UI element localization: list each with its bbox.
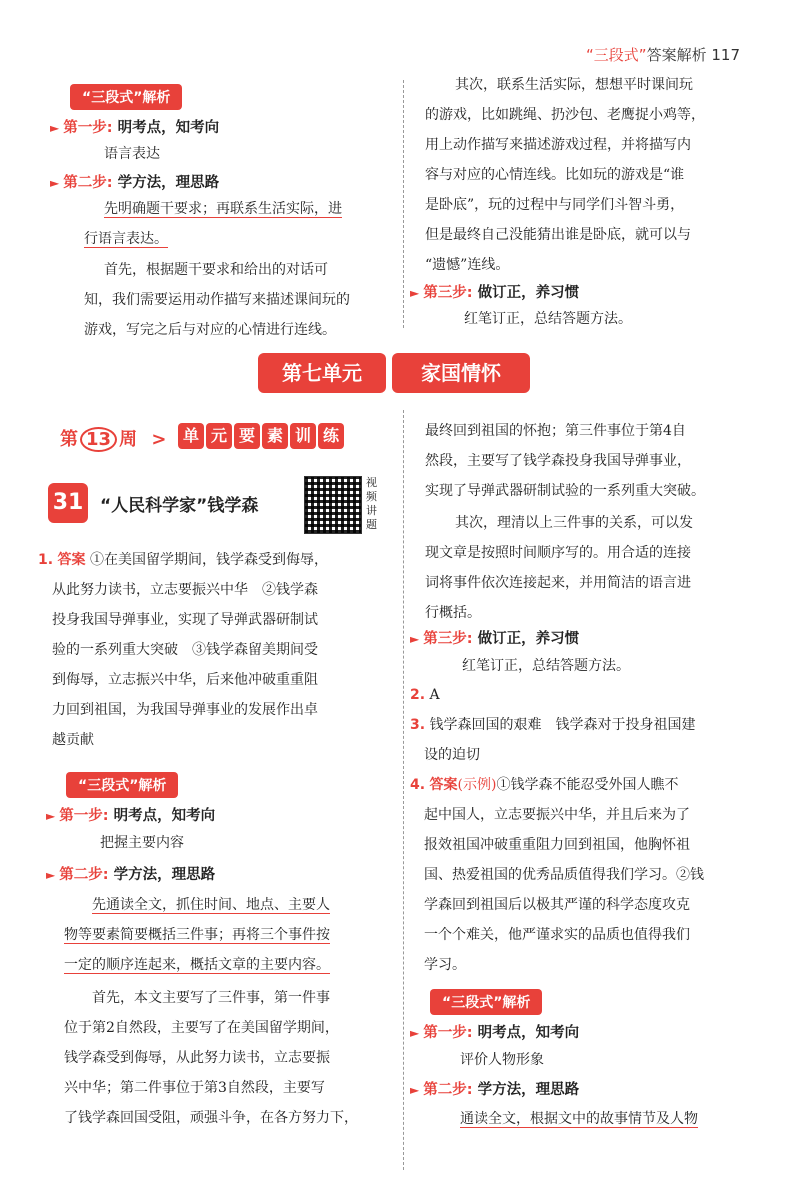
analysis-tag: “三段式”解析	[66, 772, 178, 798]
lesson-title: “人民科学家”钱学森	[100, 496, 259, 516]
step-1: ► 第一步: 明考点，知考向	[410, 1025, 580, 1041]
pointer-icon: ►	[50, 176, 60, 190]
pointer-icon: ►	[46, 809, 56, 823]
lesson-number: 31	[48, 483, 88, 523]
column-divider-bottom	[403, 410, 404, 1170]
step-2: ► 第二步: 学方法，理思路	[410, 1082, 580, 1098]
analysis-tag: “三段式”解析	[70, 84, 182, 110]
analysis-tag: “三段式”解析	[430, 989, 542, 1015]
question-1-answer: 1. 答案 ①在美国留学期间，钱学森受到侮辱， 从此努力读书，立志要振兴中华 ②钱学森 投身我国导弹事业，实现了导弹武器研制试 验的一系列重大突破 ③钱学森留美期间受 到侮辱，立志振兴中华，后来他冲破重重阻 力回到祖国，为我国导弹事业的发展作出卓 越贡献	[38, 552, 328, 748]
step-1: ► 第一步: 明考点，知考向	[50, 120, 220, 136]
step-1: ► 第一步: 明考点，知考向	[46, 808, 216, 824]
step-1-content: 把握主要内容	[100, 835, 184, 851]
top-left-paragraph: 首先，根据题干要求和给出的对话可 知，我们需要运用动作描写来描述课间玩的 游戏，写完之后与对应的心情进行连线。	[84, 262, 350, 338]
question-4-answer: 4. 答案(示例)①钱学森不能忍受外国人瞧不 起中国人，立志要振兴中华，并且后来为了 报效祖国冲破重重阻力回到祖国，他胸怀祖 国、热爱祖国的优秀品质值得我们学习。②钱 学森回到祖国后以极其严谨的科学态度攻克 一个个难关，他严谨求实的品质也值得我们 学习。	[410, 777, 704, 973]
step-3: ► 第三步: 做订正，养习惯	[410, 285, 580, 301]
step-2-content: 通读全文，根据文中的故事情节及人物	[460, 1111, 698, 1127]
left-paragraph: 首先，本文主要写了三件事，第一件事 位于第2自然段，主要写了在美国留学期间， 钱学森受到侮辱，从此努力读书，立志要振 兴中华；第二件事位于第3自然段，主要写 了钱学森回国受阻，顽强斗争，在各方努力下，	[64, 990, 358, 1126]
example-tag: (示例)	[457, 777, 497, 793]
step-2-content: 先明确题干要求；再联系生活实际，进 行语言表达。	[84, 201, 342, 247]
chevron-right-icon: >	[151, 429, 167, 450]
step-1-content: 评价人物形象	[460, 1052, 544, 1068]
step-3-content: 红笔订正，总结答题方法。	[464, 311, 632, 327]
column-divider-top	[403, 80, 404, 328]
question-number: 2.	[410, 687, 426, 703]
step-2-content: 先通读全文，抓住时间、地点、主要人 物等要素简要概括三件事；再将三个事件按 一定的顺序连起来，概括文章的主要内容。	[64, 897, 330, 973]
pointer-icon: ►	[410, 632, 420, 646]
unit-theme: 家国情怀	[392, 353, 530, 393]
unit-number: 第七单元	[258, 353, 386, 393]
top-right-paragraph: 其次，联系生活实际，想想平时课间玩 的游戏，比如跳绳、扔沙包、老鹰捉小鸡等， 用上动作描写来描述游戏过程，并将描写内 容与对应的心情连线。比如玩的游戏是“谁 是卧底”，玩的过程中与同学们斗智斗勇， 但是最终自己没能猜出谁是卧底，就可以与 “遗憾”连线。	[425, 77, 705, 273]
question-number: 3.	[410, 717, 426, 733]
qr-label: 视 频 讲 题	[366, 476, 377, 531]
right-paragraph-1: 最终回到祖国的怀抱；第三件事位于第4自 然段，主要写了钱学森投身我国导弹事业， 实现了导弹武器研制试验的一系列重大突破。	[425, 423, 705, 499]
pointer-icon: ►	[46, 868, 56, 882]
step-3-content: 红笔订正，总结答题方法。	[462, 658, 630, 674]
unit-training-title: 单 元 要 素 训 练	[178, 423, 346, 449]
step-1-content: 语言表达	[104, 146, 160, 162]
question-3-answer: 3. 钱学森回国的艰难 钱学森对于投身祖国建 设的迫切	[410, 717, 696, 763]
pointer-icon: ►	[410, 1026, 420, 1040]
week-label: 第 13 周 >	[60, 429, 167, 450]
pointer-icon: ►	[410, 1083, 420, 1097]
question-number: 1.	[38, 552, 54, 568]
header-title: 答案解析	[646, 46, 707, 64]
question-number: 4.	[410, 777, 426, 793]
question-2-answer: 2. A	[410, 687, 440, 703]
week-number: 13	[80, 427, 117, 452]
right-paragraph-2: 其次，理清以上三件事的关系，可以发 现文章是按照时间顺序写的。用合适的连接 词将事件依次连接起来，并用简洁的语言进 行概括。	[425, 515, 693, 621]
page-header	[586, 44, 740, 65]
answer-tag: 答案	[429, 777, 458, 793]
pointer-icon: ►	[410, 286, 420, 300]
qr-code-icon[interactable]	[304, 476, 362, 534]
page-number: 117	[711, 46, 740, 64]
unit-banner	[258, 353, 530, 393]
step-2: ► 第二步: 学方法，理思路	[46, 867, 216, 883]
step-2: ► 第二步: 学方法，理思路	[50, 175, 220, 191]
pointer-icon: ►	[50, 121, 60, 135]
answer-tag: 答案	[57, 552, 86, 568]
header-quote: “三段式”	[586, 46, 647, 64]
step-3: ► 第三步: 做订正，养习惯	[410, 631, 580, 647]
